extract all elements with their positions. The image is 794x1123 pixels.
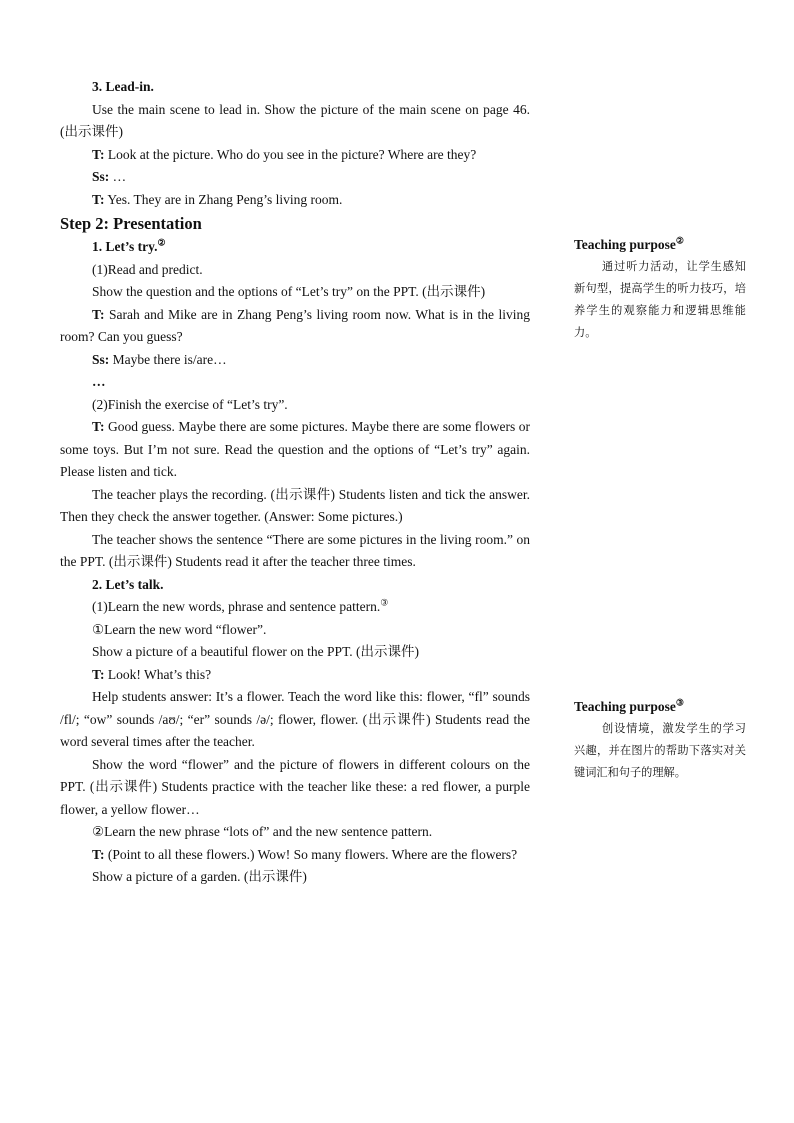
paragraph: ②Learn the new phrase “lots of” and the new sentence pattern. (92, 824, 433, 839)
paragraph: 3. Lead-in. (92, 79, 154, 94)
teaching-purpose-note-3 (574, 696, 746, 784)
paragraph: Use the main scene to lead in. Show the picture of the main scene on page 46. (出示课件) (60, 101, 530, 139)
paragraph: Help students answer: It’s a flower. Teach the word like this: flower, “fl” sounds /fl/; “ow” sounds /aʊ/; “er” sounds /ə/; flower, flower. (出示课件) Students read the word several times after the teacher. (60, 689, 530, 749)
paragraph: Show a picture of a beautiful flower on the PPT. (出示课件) (92, 644, 420, 659)
paragraph: Show the word “flower” and the picture of flowers in different colours on the PPT. (出示课件) Students practice with the teacher like these: a red flower, a purple flower, a yellow flower… (60, 756, 530, 817)
paragraph: (2)Finish the exercise of “Let’s try”. (92, 396, 288, 412)
paragraph: The teacher shows the sentence “There are some pictures in the living room.” on the PPT. (出示课件) Students read it after the teacher three times. (60, 531, 530, 569)
paragraph: T: Yes. They are in Zhang Peng’s living room. (92, 191, 343, 207)
paragraph: T: Look! What’s this? (92, 666, 212, 682)
paragraph: T: (Point to all these flowers.) Wow! So many flowers. Where are the flowers? (92, 846, 518, 862)
paragraph: ①Learn the new word “flower”. (92, 621, 267, 637)
paragraph: Show a picture of a garden. (出示课件) (92, 869, 307, 884)
paragraph: 2. Let’s talk. (92, 576, 164, 592)
note-content: 创设情境，激发学生的学习兴趣，并在图片的帮助下落实对关键词汇和句子的理解。 (574, 722, 746, 779)
note-title: Teaching purpose③ (574, 697, 684, 714)
paragraph: Ss: Maybe there is/are… (92, 351, 227, 367)
paragraph: The teacher plays the recording. (出示课件) Students listen and tick the answer. Then they check the answer together. (Answer: Some pictures.) (60, 486, 530, 524)
paragraph: (1)Read and predict. (92, 261, 203, 277)
paragraph: T: Good guess. Maybe there are some pictures. Maybe there are some flowers or some toys. But I’m not sure. Read the question and the options of “Let’s try” again. Please listen and tick. (60, 419, 530, 479)
paragraph: Show the question and the options of “Let’s try” on the PPT. (出示课件) (92, 284, 486, 299)
paragraph: T: Sarah and Mike are in Zhang Peng’s living room now. What is in the living room? Can you guess? (60, 306, 530, 344)
paragraph: 1. Let’s try.② (92, 237, 166, 254)
paragraph: (1)Learn the new words, phrase and sentence pattern.③ (92, 597, 389, 614)
paragraph: T: Look at the picture. Who do you see in the picture? Where are they? (92, 146, 477, 162)
section-heading: Step 2: Presentation (60, 214, 202, 233)
paragraph: … (92, 374, 106, 389)
note-title: Teaching purpose② (574, 235, 684, 252)
note-content: 通过听力活动，让学生感知新句型，提高学生的听力技巧，培养学生的观察能力和逻辑思维能力。 (574, 260, 746, 339)
teaching-purpose-note-2 (574, 234, 746, 344)
paragraph: Ss: … (92, 169, 127, 184)
lesson-plan-body (60, 76, 530, 889)
